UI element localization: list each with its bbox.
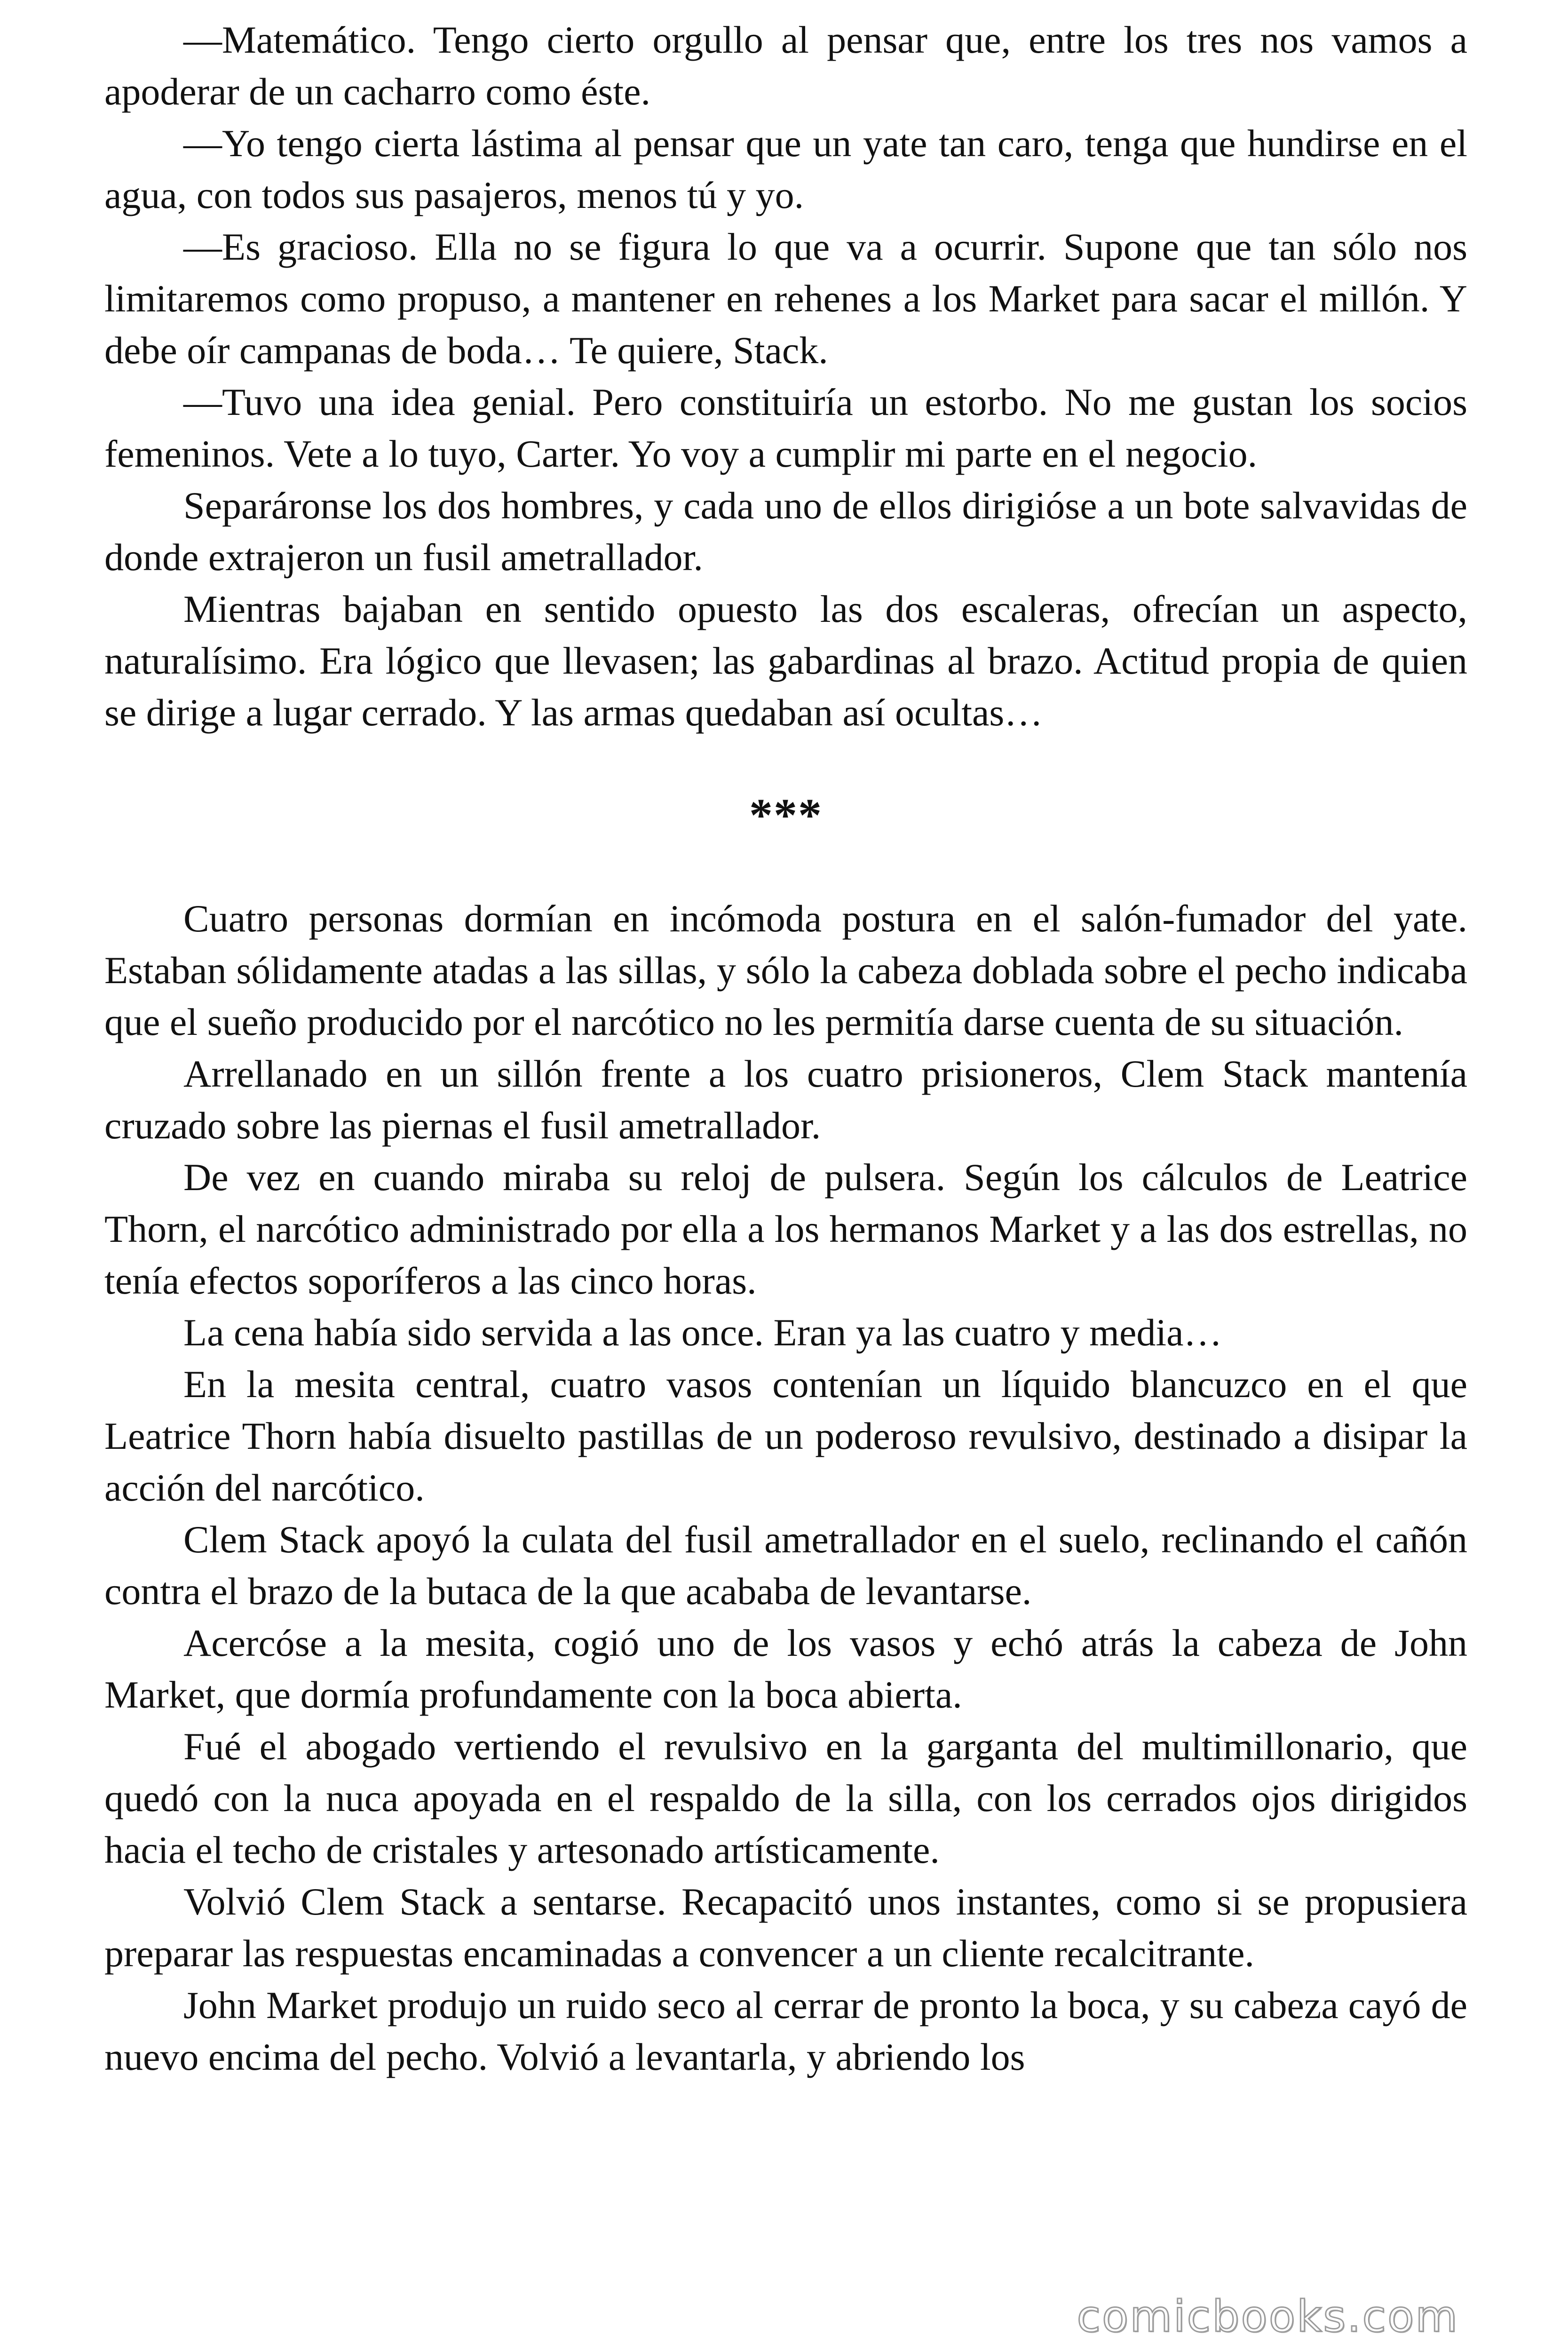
- scene-separator: ***: [749, 789, 823, 841]
- paragraph: Clem Stack apoyó la culata del fusil ametrallador en el suelo, reclinando el cañón contra el brazo de la butaca de la que acababa de levantarse.: [104, 1518, 1467, 1613]
- watermark: comicbooks.com: [1077, 2291, 1459, 2342]
- paragraph: —Yo tengo cierta lástima al pensar que un yate tan caro, tenga que hundirse en el agua, con todos sus pasajeros, menos tú y yo.: [104, 122, 1467, 216]
- paragraph: —Tuvo una idea genial. Pero constituiría un estorbo. No me gustan los socios femeninos. Vete a lo tuyo, Carter. Yo voy a cumplir mi parte en el negocio.: [104, 381, 1467, 475]
- paragraph: En la mesita central, cuatro vasos contenían un líquido blancuzco en el que Leatrice Thorn había disuelto pastillas de un poderoso revulsivo, destinado a disipar la acción del narcótico.: [104, 1363, 1467, 1509]
- paragraph: Arrellanado en un sillón frente a los cuatro prisioneros, Clem Stack mantenía cruzado sobre las piernas el fusil ametrallador.: [104, 1052, 1467, 1147]
- paragraph: Separáronse los dos hombres, y cada uno de ellos dirigióse a un bote salvavidas de donde extrajeron un fusil ametrallador.: [104, 484, 1467, 579]
- book-page: [104, 14, 1467, 2083]
- paragraph: Fué el abogado vertiendo el revulsivo en la garganta del multimillonario, que quedó con la nuca apoyada en el respaldo de la silla, con los cerrados ojos dirigidos hacia el techo de cristales y artesonado artísticamente.: [104, 1725, 1467, 1871]
- paragraph: La cena había sido servida a las once. Eran ya las cuatro y media…: [183, 1311, 1222, 1354]
- paragraph: Mientras bajaban en sentido opuesto las dos escaleras, ofrecían un aspecto, naturalísimo. Era lógico que llevasen; las gabardinas al brazo. Actitud propia de quien se dirige a lugar cerrado. Y las armas quedaban así ocultas…: [104, 588, 1467, 734]
- paragraph: Cuatro personas dormían en incómoda postura en el salón-fumador del yate. Estaban sólidamente atadas a las sillas, y sólo la cabeza doblada sobre el pecho indicaba que el sueño producido por el narcótico no les permitía darse cuenta de su situación.: [104, 897, 1467, 1043]
- paragraph: —Matemático. Tengo cierto orgullo al pensar que, entre los tres nos vamos a apoderar de un cacharro como éste.: [104, 18, 1467, 113]
- paragraph: —Es gracioso. Ella no se figura lo que va a ocurrir. Supone que tan sólo nos limitaremos como propuso, a mantener en rehenes a los Market para sacar el millón. Y debe oír campanas de boda… Te quiere, Stack.: [104, 225, 1467, 372]
- paragraph: Acercóse a la mesita, cogió uno de los vasos y echó atrás la cabeza de John Market, que dormía profundamente con la boca abierta.: [104, 1621, 1467, 1716]
- paragraph: John Market produjo un ruido seco al cerrar de pronto la boca, y su cabeza cayó de nuevo encima del pecho. Volvió a levantarla, y abriendo los: [104, 1984, 1467, 2078]
- paragraph: De vez en cuando miraba su reloj de pulsera. Según los cálculos de Leatrice Thorn, el narcótico administrado por ella a los hermanos Market y a las dos estrellas, no tenía efectos soporíferos a las cinco horas.: [104, 1156, 1467, 1302]
- paragraph: Volvió Clem Stack a sentarse. Recapacitó unos instantes, como si se propusiera preparar las respuestas encaminadas a convencer a un cliente recalcitrante.: [104, 1880, 1467, 1975]
